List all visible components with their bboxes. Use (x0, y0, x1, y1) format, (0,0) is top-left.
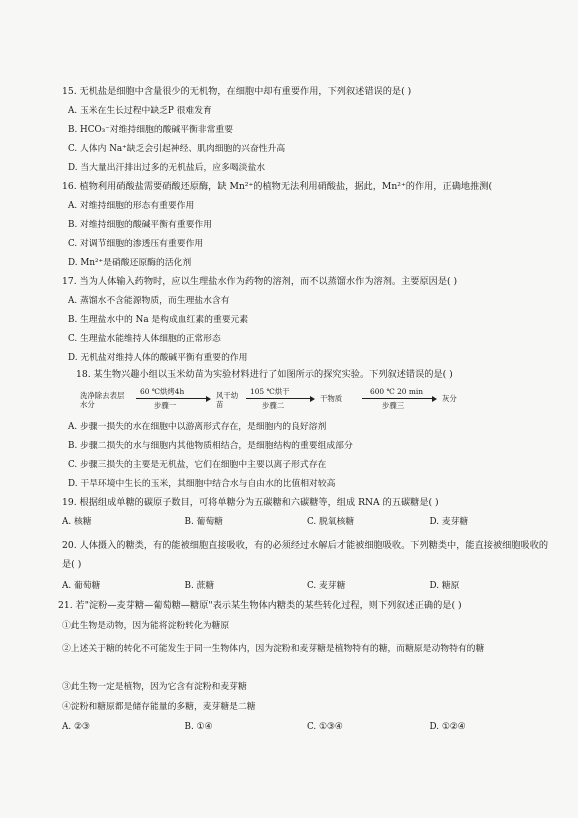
q19-option-c: C. 脱氧核糖 (307, 517, 355, 527)
q21-option-d: D. ①②④ (429, 722, 466, 732)
q15-option-b: B. HCO₃⁻对维持细胞的酸碱平衡非常重要 (68, 125, 233, 135)
diagram-step2-condition: 105 ℃烘干 (250, 387, 290, 396)
q16-stem: 16. 植物利用硝酸盐需要硝酸还原酶，缺 Mn²⁺的植物无法利用硝酸盐，据此，Mn²⁺的作用，正确地推测( (62, 181, 493, 192)
q16-option-d: D. Mn²⁺是硝酸还原酶的活化剂 (68, 258, 192, 268)
q21-statement-2: ②上述关于糖的转化不可能发生于同一生物体内，因为淀粉和麦芽糖是植物特有的糖，而糖原是动物特有的糖 (62, 644, 485, 654)
q21-statement-4: ④淀粉和糖原都是储存能量的多糖，麦芽糖是二糖 (62, 702, 256, 712)
q18-option-b: B. 步骤二损失的水与细胞内其他物质相结合，是细胞结构的重要组成部分 (68, 441, 353, 451)
q20-stem: 20. 人体摄入的糖类，有的能被细胞直接吸收，有的必须经过水解后才能被细胞吸收。下列糖类中，能直接被细胞吸收的是( ) (62, 540, 549, 570)
diagram-step1-condition: 60 ℃烘烤4h (140, 387, 185, 396)
q19-option-b: B. 葡萄糖 (184, 517, 223, 527)
q16-option-a: A. 对维持细胞的形态有重要作用 (68, 201, 195, 211)
q20-option-c: C. 麦芽糖 (307, 581, 346, 591)
q19-options (62, 516, 552, 528)
q18-option-c: C. 步骤三损失的主要是无机盐，它们在细胞中主要以离子形式存在 (68, 460, 327, 470)
diagram-mid2: 干物质 (320, 394, 343, 403)
q18-stem: 18. 某生物兴趣小组以玉米幼苗为实验材料进行了如图所示的探究实验。下列叙述错误的是( ) (76, 369, 453, 380)
q17-option-b: B. 生理盐水中的 Na 是构成血红素的重要元素 (68, 315, 249, 325)
q21-option-c: C. ①③④ (307, 722, 343, 732)
q18-option-a: A. 步骤一损失的水在细胞中以游离形式存在，是细胞内的良好溶剂 (68, 422, 327, 432)
diagram-step2-label: 步骤二 (262, 401, 285, 410)
diagram-arrow-1 (136, 398, 208, 399)
q20-option-a: A. 葡萄糖 (62, 581, 101, 591)
q21-option-b: B. ①④ (184, 722, 213, 732)
diagram-start: 洗净除去表层水分 (80, 391, 125, 409)
diagram-step3-label: 步骤三 (382, 401, 405, 410)
diagram-mid1: 风干幼苗 (216, 391, 239, 409)
diagram-arrow-3 (362, 398, 434, 399)
q15-stem: 15. 无机盐是细胞中含量很少的无机物，在细胞中却有重要作用，下列叙述错误的是( ) (62, 86, 412, 97)
q17-option-c: C. 生理盐水能维持人体细胞的正常形态 (68, 334, 221, 344)
diagram-step1-label: 步骤一 (154, 401, 177, 410)
diagram-arrow-2 (246, 398, 312, 399)
diagram-end: 灰分 (442, 394, 457, 403)
q18-flow-diagram (80, 387, 550, 417)
q20-options (62, 580, 552, 592)
q17-stem: 17. 当为人体输入药物时，应以生理盐水作为药物的溶剂，而不以蒸馏水作为溶剂。主要原因是( ) (62, 276, 458, 287)
q17-option-a: A. 蒸馏水不含能源物质，而生理盐水含有 (68, 296, 230, 306)
q19-stem: 19. 根据组成单糖的碳原子数目，可将单糖分为五碳糖和六碳糖等，组成 RNA 的五碳糖是( ) (62, 497, 439, 508)
q19-option-d: D. 麦芽糖 (429, 517, 469, 527)
q19-option-a: A. 核糖 (62, 517, 92, 527)
q17-option-d: D. 无机盐对维持人体的酸碱平衡有重要的作用 (68, 353, 248, 363)
q15-option-c: C. 人体内 Na⁺缺乏会引起神经、肌肉细胞的兴奋性升高 (68, 144, 286, 154)
q16-option-b: B. 对维持细胞的酸碱平衡有重要作用 (68, 220, 213, 230)
q21-option-a: A. ②③ (62, 722, 90, 732)
q18-option-d: D. 干旱环境中生长的玉米，其细胞中结合水与自由水的比值相对较高 (68, 479, 336, 489)
q20-option-d: D. 糖原 (429, 581, 460, 591)
q15-option-d: D. 当大量出汗排出过多的无机盐后，应多喝淡盐水 (68, 163, 266, 173)
q21-statement-1: ①此生物是动物，因为能将淀粉转化为糖原 (62, 621, 230, 631)
q20-option-b: B. 蔗糖 (184, 581, 215, 591)
diagram-step3-condition: 600 ℃ 20 min (370, 387, 423, 396)
q21-options (62, 721, 552, 733)
q21-statement-3: ③此生物一定是植物，因为它含有淀粉和麦芽糖 (62, 682, 247, 692)
q21-stem: 21. 若"淀粉—麦芽糖—葡萄糖—糖原"表示某生物体内糖类的某些转化过程，则下列叙述正确的是( ) (58, 600, 462, 611)
q15-option-a: A. 玉米在生长过程中缺乏P 很难发育 (68, 106, 212, 116)
q16-option-c: C. 对调节细胞的渗透压有重要作用 (68, 239, 204, 249)
